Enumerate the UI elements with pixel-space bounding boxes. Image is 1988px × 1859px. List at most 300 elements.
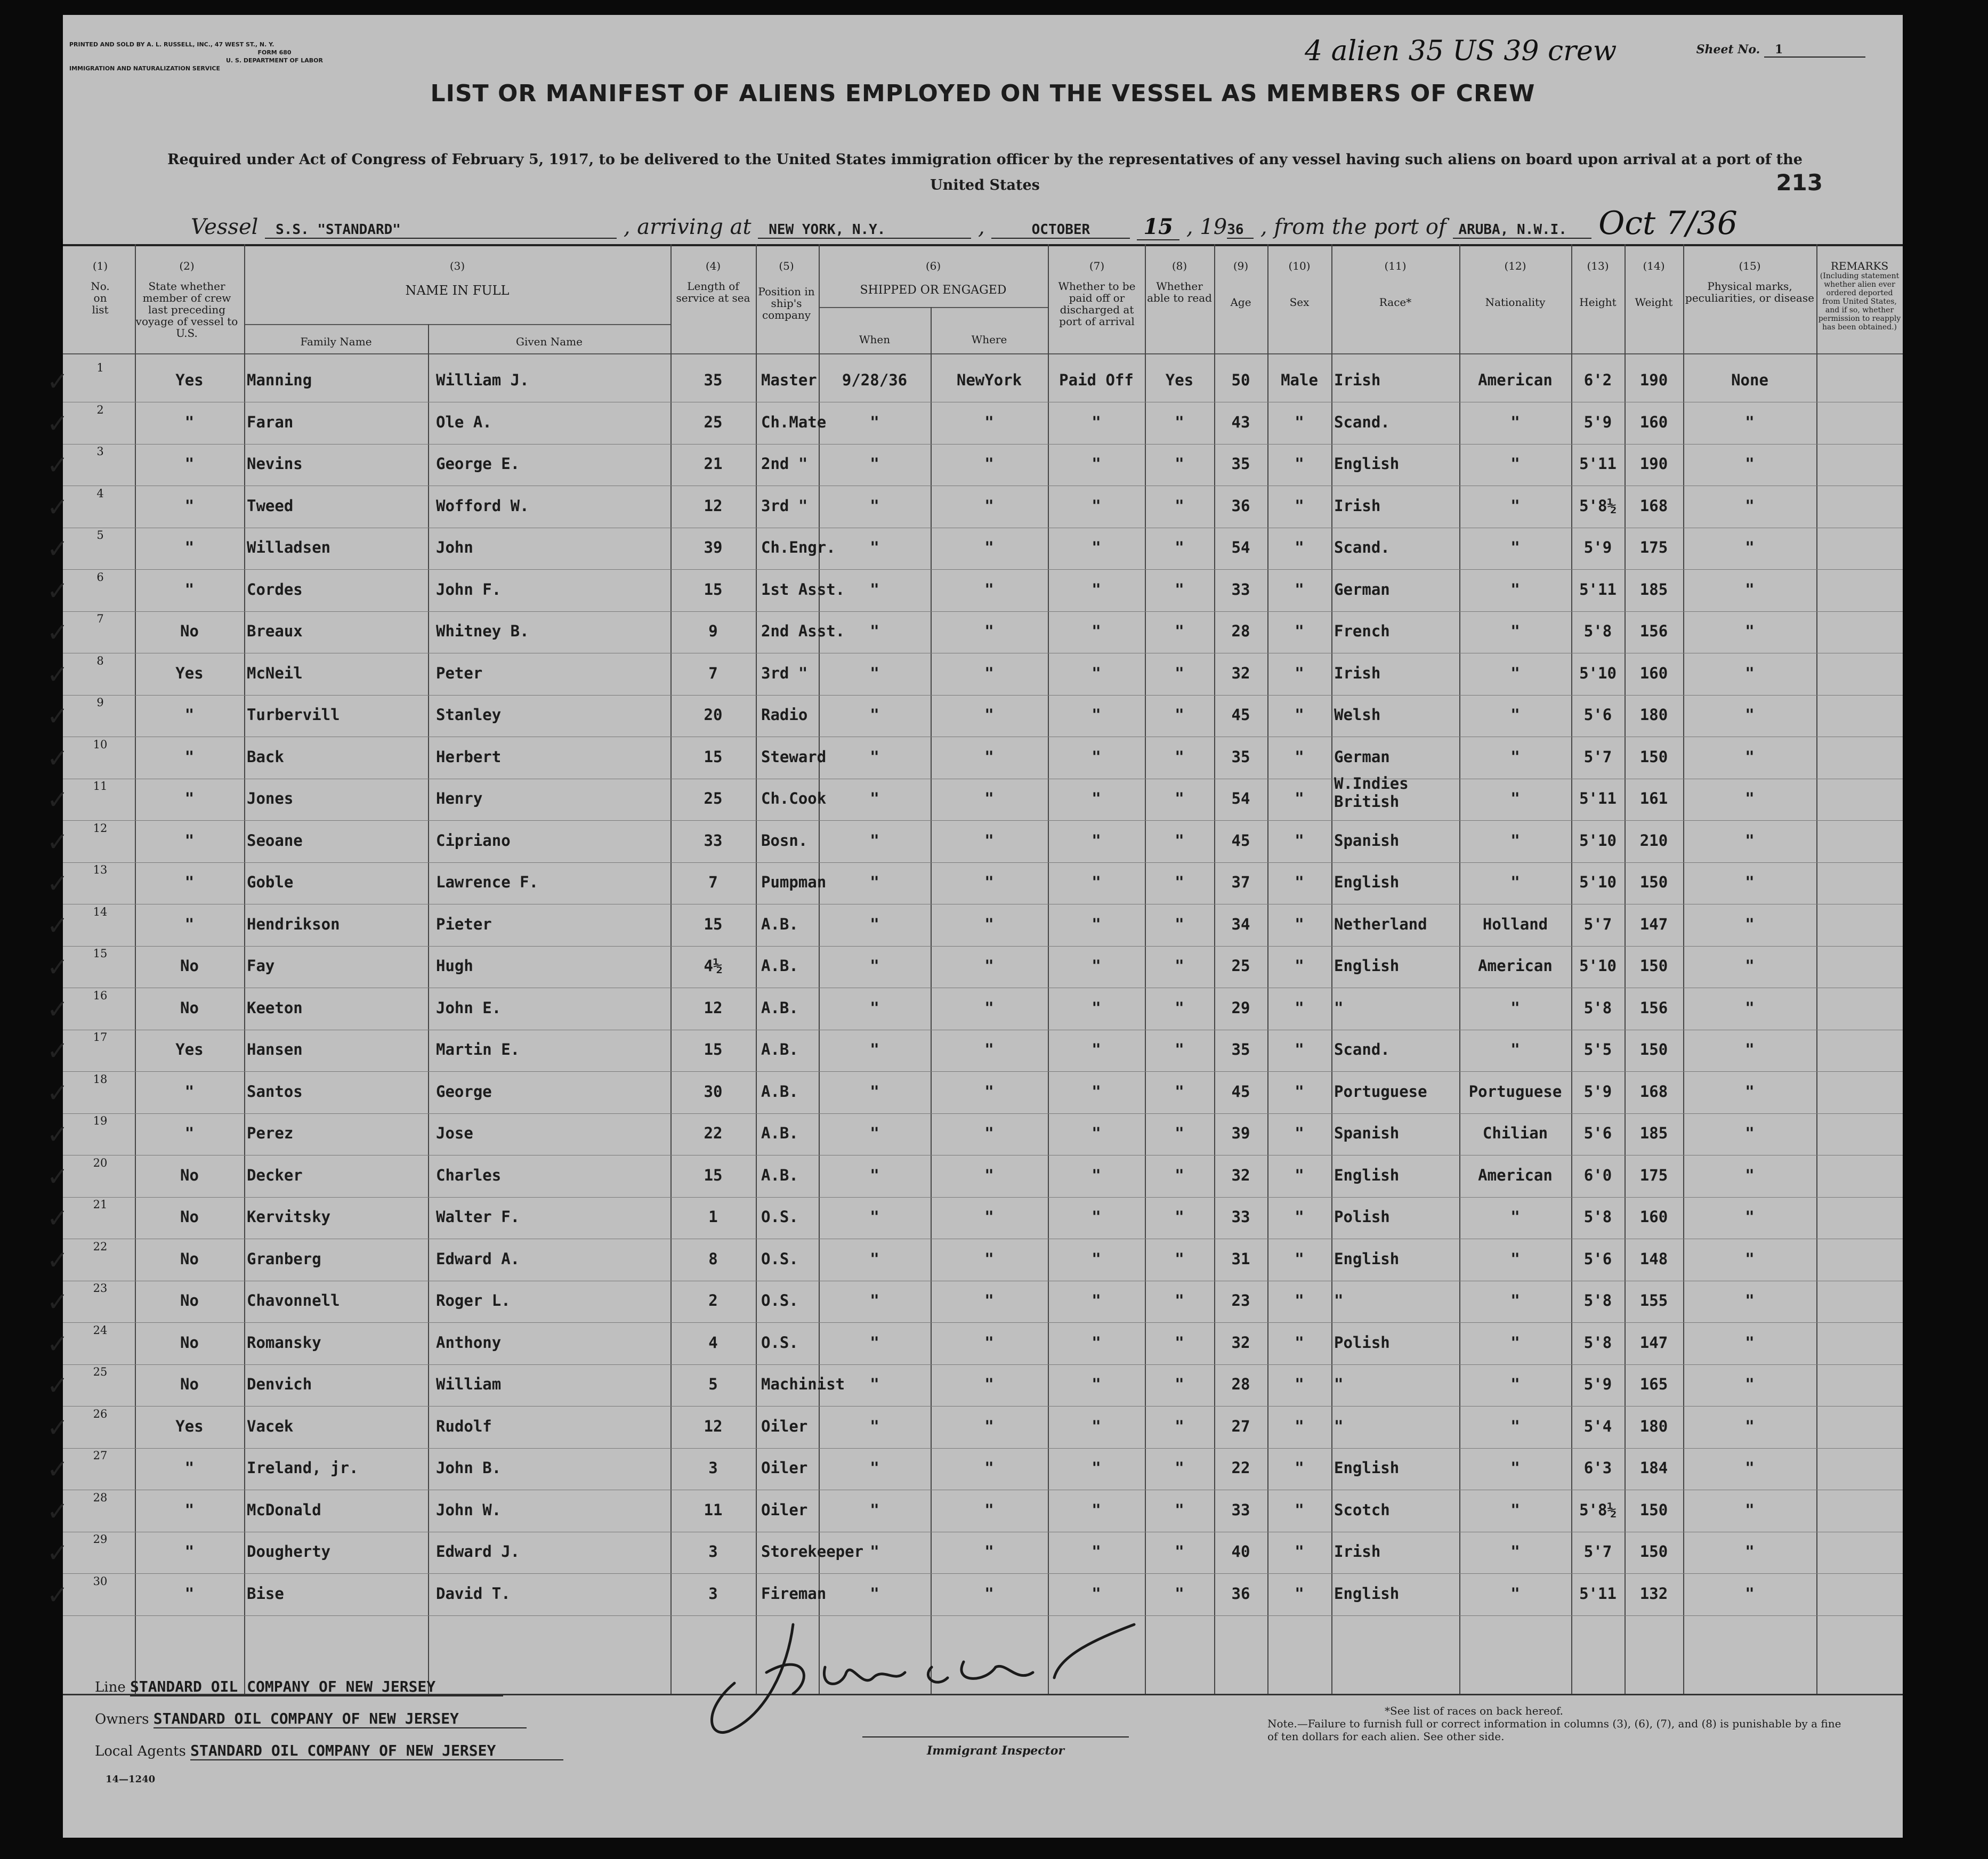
shipped-when-cell: " bbox=[870, 747, 879, 766]
sex-cell: " bbox=[1295, 957, 1304, 975]
weight-cell: 160 bbox=[1639, 413, 1668, 431]
shipped-where-cell: " bbox=[984, 1375, 994, 1393]
form-number: FORM 680 bbox=[257, 49, 292, 56]
nationality-cell: " bbox=[1510, 622, 1520, 640]
position-cell: A.B. bbox=[761, 957, 798, 975]
nationality-cell: " bbox=[1510, 1208, 1520, 1226]
shipped-where-cell: " bbox=[984, 1291, 994, 1310]
col-service-label: Length of service at sea bbox=[676, 280, 750, 304]
weight-cell: 155 bbox=[1639, 1291, 1668, 1310]
weight-cell: 148 bbox=[1639, 1249, 1668, 1268]
nationality-cell: Portuguese bbox=[1468, 1082, 1562, 1101]
age-cell: 35 bbox=[1231, 1040, 1250, 1058]
service-cell: 5 bbox=[708, 1375, 718, 1393]
nationality-cell: American bbox=[1478, 371, 1553, 389]
table-row bbox=[47, 1198, 1903, 1241]
position-cell: Machinist bbox=[761, 1375, 845, 1393]
row-number: 26 bbox=[93, 1407, 108, 1420]
shipped-when-cell: 9/28/36 bbox=[842, 371, 908, 389]
given-name-cell: John bbox=[436, 538, 473, 556]
row-number: 3 bbox=[96, 445, 104, 458]
position-cell: 1st Asst. bbox=[761, 580, 845, 599]
check-mark-icon: ✓ bbox=[47, 450, 69, 480]
sex-cell: " bbox=[1295, 1333, 1304, 1352]
nationality-cell: " bbox=[1510, 831, 1520, 850]
check-mark-icon: ✓ bbox=[47, 1287, 69, 1317]
vessel-name: S.S. "STANDARD" bbox=[265, 222, 617, 239]
check-mark-icon: ✓ bbox=[47, 994, 69, 1024]
table-row bbox=[47, 529, 1903, 571]
given-name-cell: William bbox=[436, 1375, 502, 1393]
family-name-cell: Keeton bbox=[247, 998, 303, 1017]
nationality-cell: " bbox=[1510, 1249, 1520, 1268]
nationality-cell: " bbox=[1510, 1333, 1520, 1352]
race-cell: Scand. bbox=[1334, 538, 1390, 556]
col-age-label: Age bbox=[1230, 296, 1251, 309]
position-cell: Ch.Engr. bbox=[761, 538, 836, 556]
row-number: 12 bbox=[93, 821, 108, 835]
prev-voyage-cell: " bbox=[184, 831, 195, 850]
weight-cell: 150 bbox=[1639, 873, 1668, 891]
family-name-cell: Santos bbox=[247, 1082, 303, 1101]
inspector-signature bbox=[686, 1603, 1187, 1763]
age-cell: 36 bbox=[1231, 1584, 1250, 1603]
sex-cell: " bbox=[1295, 496, 1304, 515]
footer-line-label: Line bbox=[95, 1679, 126, 1695]
physical-marks-cell: " bbox=[1745, 747, 1755, 766]
able-to-read-cell: " bbox=[1175, 1166, 1184, 1184]
race-cell: English bbox=[1334, 1166, 1400, 1184]
shipped-when-cell: " bbox=[870, 622, 879, 640]
row-number: 23 bbox=[93, 1282, 108, 1295]
paid-off-cell: " bbox=[1092, 915, 1101, 933]
age-cell: 34 bbox=[1231, 915, 1250, 933]
weight-cell: 190 bbox=[1639, 455, 1668, 473]
position-cell: Fireman bbox=[761, 1584, 827, 1603]
physical-marks-cell: " bbox=[1745, 957, 1755, 975]
check-mark-icon: ✓ bbox=[47, 1203, 69, 1233]
shipped-where-cell: " bbox=[984, 580, 994, 599]
shipped-subhead-line bbox=[819, 307, 1048, 308]
race-cell: English bbox=[1334, 1249, 1400, 1268]
table-row bbox=[47, 1282, 1903, 1324]
paid-off-cell: " bbox=[1092, 789, 1101, 807]
shipped-when-cell: " bbox=[870, 1417, 879, 1435]
able-to-read-cell: " bbox=[1175, 538, 1184, 556]
weight-cell: 184 bbox=[1639, 1459, 1668, 1477]
position-cell: A.B. bbox=[761, 1040, 798, 1058]
sheet-number bbox=[1696, 43, 1865, 58]
table-row bbox=[47, 1323, 1903, 1367]
shipped-when-cell: " bbox=[870, 1082, 879, 1101]
check-mark-icon: ✓ bbox=[47, 952, 69, 982]
nationality-cell: " bbox=[1510, 789, 1520, 807]
service-cell: 15 bbox=[704, 1040, 723, 1058]
paid-off-cell: " bbox=[1092, 1208, 1101, 1226]
nationality-cell: Holland bbox=[1482, 915, 1548, 933]
race-cell: Polish bbox=[1334, 1208, 1390, 1226]
service-cell: 15 bbox=[704, 1166, 723, 1184]
prev-voyage-cell: " bbox=[184, 747, 195, 766]
printer-line: PRINTED AND SOLD BY A. L. RUSSELL, INC., 47 WEST ST., N. Y. bbox=[69, 41, 274, 48]
sex-cell: " bbox=[1295, 873, 1304, 891]
row-number: 8 bbox=[96, 654, 104, 667]
handwritten-note: 4 alien 35 US 39 crew bbox=[1305, 35, 1617, 67]
table-row bbox=[47, 654, 1903, 697]
prev-voyage-cell: " bbox=[184, 789, 195, 807]
able-to-read-cell: " bbox=[1175, 1500, 1184, 1519]
age-cell: 25 bbox=[1231, 957, 1250, 975]
position-cell: A.B. bbox=[761, 998, 798, 1017]
check-mark-icon: ✓ bbox=[47, 408, 69, 439]
shipped-when-cell: " bbox=[870, 1124, 879, 1142]
position-cell: Master bbox=[761, 371, 817, 389]
prev-voyage-cell: No bbox=[180, 957, 199, 975]
service-cell: 7 bbox=[708, 664, 718, 682]
age-cell: 27 bbox=[1231, 1417, 1250, 1435]
prev-voyage-cell: No bbox=[180, 1249, 199, 1268]
col-shipped-label: SHIPPED OR ENGAGED bbox=[860, 284, 1007, 297]
table-row bbox=[47, 821, 1903, 864]
position-cell: 2nd Asst. bbox=[761, 622, 845, 640]
nationality-cell: " bbox=[1510, 1291, 1520, 1310]
shipped-when-cell: " bbox=[870, 496, 879, 515]
table-row bbox=[47, 1156, 1903, 1199]
position-cell: Oiler bbox=[761, 1500, 808, 1519]
shipped-where-cell: " bbox=[984, 1500, 994, 1519]
sex-cell: " bbox=[1295, 580, 1304, 599]
age-cell: 33 bbox=[1231, 1208, 1250, 1226]
family-name-cell: Tweed bbox=[247, 496, 294, 515]
table-row bbox=[47, 1449, 1903, 1492]
position-cell: A.B. bbox=[761, 915, 798, 933]
physical-marks-cell: " bbox=[1745, 1040, 1755, 1058]
prev-voyage-cell: " bbox=[184, 1584, 195, 1603]
height-cell: 5'10 bbox=[1579, 873, 1617, 891]
prev-voyage-cell: " bbox=[184, 1542, 195, 1561]
department: U. S. DEPARTMENT OF LABOR bbox=[226, 57, 323, 64]
able-to-read-cell: " bbox=[1175, 789, 1184, 807]
age-cell: 32 bbox=[1231, 1333, 1250, 1352]
family-name-cell: Fay bbox=[247, 957, 275, 975]
weight-cell: 165 bbox=[1639, 1375, 1668, 1393]
nationality-cell: " bbox=[1510, 1542, 1520, 1561]
shipped-when-cell: " bbox=[870, 1584, 879, 1603]
paid-off-cell: " bbox=[1092, 1375, 1101, 1393]
position-cell: Steward bbox=[761, 747, 827, 766]
vessel-line: Vessel S.S. "STANDARD" , arriving at NEW YORK, N.Y. , OCTOBER 15 , 1936 , from the port of ARUBA, N.W.I. Oct 7/36 bbox=[191, 205, 1738, 242]
table-row bbox=[47, 403, 1903, 446]
position-cell: Pumpman bbox=[761, 873, 827, 891]
weight-cell: 168 bbox=[1639, 1082, 1668, 1101]
position-cell: Bosn. bbox=[761, 831, 808, 850]
service-cell: 4 bbox=[708, 1333, 718, 1352]
shipped-when-cell: " bbox=[870, 957, 879, 975]
given-name-cell: Edward A. bbox=[436, 1249, 520, 1268]
given-name-cell: Hugh bbox=[436, 957, 473, 975]
shipped-where-cell: " bbox=[984, 1584, 994, 1603]
col-given-label: Given Name bbox=[516, 335, 583, 348]
able-to-read-cell: " bbox=[1175, 1124, 1184, 1142]
table-row bbox=[47, 774, 1903, 822]
able-to-read-cell: " bbox=[1175, 1417, 1184, 1435]
check-mark-icon: ✓ bbox=[47, 1371, 69, 1401]
prev-voyage-cell: " bbox=[184, 496, 195, 515]
age-cell: 45 bbox=[1231, 1082, 1250, 1101]
paid-off-cell: " bbox=[1092, 1333, 1101, 1352]
weight-cell: 175 bbox=[1639, 538, 1668, 556]
check-mark-icon: ✓ bbox=[47, 576, 69, 606]
paid-off-cell: " bbox=[1092, 580, 1101, 599]
prev-voyage-cell: No bbox=[180, 1208, 199, 1226]
table-row bbox=[47, 361, 1903, 404]
weight-cell: 168 bbox=[1639, 496, 1668, 515]
sheet-label: Sheet No. bbox=[1696, 43, 1760, 56]
prev-voyage-cell: No bbox=[180, 998, 199, 1017]
footer-owners-label: Owners bbox=[95, 1711, 149, 1727]
family-name-cell: Decker bbox=[247, 1166, 303, 1184]
weight-cell: 180 bbox=[1639, 1417, 1668, 1435]
prev-voyage-cell: Yes bbox=[175, 1040, 204, 1058]
able-to-read-cell: " bbox=[1175, 622, 1184, 640]
nationality-cell: " bbox=[1510, 873, 1520, 891]
shipped-where-cell: " bbox=[984, 1542, 994, 1561]
race-cell: English bbox=[1334, 873, 1400, 891]
row-number: 27 bbox=[93, 1449, 108, 1462]
family-name-cell: Goble bbox=[247, 873, 294, 891]
able-to-read-cell: " bbox=[1175, 1249, 1184, 1268]
row-number: 9 bbox=[96, 696, 104, 709]
nationality-cell: " bbox=[1510, 455, 1520, 473]
race-cell: " bbox=[1334, 1291, 1344, 1310]
shipped-where-cell: " bbox=[984, 1040, 994, 1058]
height-cell: 5'8 bbox=[1583, 1208, 1612, 1226]
service-cell: 2 bbox=[708, 1291, 718, 1310]
col-position-label: Position in ship's company bbox=[758, 285, 815, 321]
col-sex-label: Sex bbox=[1289, 296, 1310, 309]
given-name-cell: Pieter bbox=[436, 915, 492, 933]
given-name-cell: Jose bbox=[436, 1124, 473, 1142]
name-subhead-line bbox=[244, 324, 670, 325]
check-mark-icon: ✓ bbox=[47, 367, 69, 397]
service-cell: 22 bbox=[704, 1124, 723, 1142]
weight-cell: 147 bbox=[1639, 1333, 1668, 1352]
physical-marks-cell: " bbox=[1745, 538, 1755, 556]
position-cell: O.S. bbox=[761, 1291, 798, 1310]
family-name-cell: Back bbox=[247, 747, 284, 766]
col-paidoff-label: Whether to be paid off or discharged at port of arrival bbox=[1058, 280, 1136, 328]
shipped-when-cell: " bbox=[870, 1040, 879, 1058]
nationality-cell: American bbox=[1478, 1166, 1553, 1184]
from-port: ARUBA, N.W.I. bbox=[1453, 222, 1591, 239]
able-to-read-cell: " bbox=[1175, 1542, 1184, 1561]
height-cell: 5'8½ bbox=[1579, 496, 1617, 515]
age-cell: 54 bbox=[1231, 538, 1250, 556]
shipped-when-cell: " bbox=[870, 455, 879, 473]
race-cell: " bbox=[1334, 1417, 1344, 1435]
sex-cell: " bbox=[1295, 413, 1304, 431]
height-cell: 5'8 bbox=[1583, 998, 1612, 1017]
weight-cell: 160 bbox=[1639, 1208, 1668, 1226]
col-prev-voyage-label: State whether member of crew last preceding voyage of vessel to U.S. bbox=[135, 280, 238, 340]
given-name-cell: Herbert bbox=[436, 747, 502, 766]
able-to-read-cell: " bbox=[1175, 1459, 1184, 1477]
race-cell: Spanish bbox=[1334, 831, 1400, 850]
shipped-where-cell: " bbox=[984, 706, 994, 724]
shipped-when-cell: " bbox=[870, 1249, 879, 1268]
table-row bbox=[47, 947, 1903, 990]
shipped-where-cell: " bbox=[984, 1208, 994, 1226]
check-mark-icon: ✓ bbox=[47, 1161, 69, 1192]
given-name-cell: David T. bbox=[436, 1584, 511, 1603]
family-name-cell: Granberg bbox=[247, 1249, 321, 1268]
height-cell: 5'10 bbox=[1579, 957, 1617, 975]
family-name-cell: Kervitsky bbox=[247, 1208, 331, 1226]
paid-off-cell: " bbox=[1092, 998, 1101, 1017]
given-name-cell: Whitney B. bbox=[436, 622, 529, 640]
check-mark-icon: ✓ bbox=[47, 1412, 69, 1443]
able-to-read-cell: " bbox=[1175, 831, 1184, 850]
height-cell: 5'11 bbox=[1579, 1584, 1617, 1603]
nationality-cell: " bbox=[1510, 1417, 1520, 1435]
age-cell: 33 bbox=[1231, 1500, 1250, 1519]
inspector-label: Immigrant Inspector bbox=[926, 1744, 1065, 1758]
sheet-value: 1 bbox=[1764, 43, 1865, 58]
col-when-label: When bbox=[859, 333, 891, 346]
paid-off-cell: " bbox=[1092, 1584, 1101, 1603]
age-cell: 32 bbox=[1231, 1166, 1250, 1184]
service-cell: 1 bbox=[708, 1208, 718, 1226]
prev-voyage-cell: Yes bbox=[175, 371, 204, 389]
check-mark-icon: ✓ bbox=[47, 1580, 69, 1610]
able-to-read-cell: " bbox=[1175, 1375, 1184, 1393]
family-name-cell: Dougherty bbox=[247, 1542, 331, 1561]
shipped-when-cell: " bbox=[870, 1166, 879, 1184]
nationality-cell: " bbox=[1510, 413, 1520, 431]
given-name-cell: Martin E. bbox=[436, 1040, 520, 1058]
race-cell: English bbox=[1334, 1584, 1400, 1603]
service-cell: 15 bbox=[704, 580, 723, 599]
check-mark-icon: ✓ bbox=[47, 869, 69, 899]
weight-cell: 180 bbox=[1639, 706, 1668, 724]
race-cell: " bbox=[1334, 998, 1344, 1017]
footer-agents-label: Local Agents bbox=[95, 1743, 186, 1759]
service-cell: 3 bbox=[708, 1584, 718, 1603]
prev-voyage-cell: " bbox=[184, 915, 195, 933]
height-cell: 5'10 bbox=[1579, 831, 1617, 850]
row-number: 20 bbox=[93, 1156, 108, 1169]
age-cell: 31 bbox=[1231, 1249, 1250, 1268]
sex-cell: " bbox=[1295, 747, 1304, 766]
sex-cell: " bbox=[1295, 1417, 1304, 1435]
race-cell: Portuguese bbox=[1334, 1082, 1427, 1101]
nationality-cell: " bbox=[1510, 580, 1520, 599]
height-cell: 6'3 bbox=[1583, 1459, 1612, 1477]
height-cell: 5'11 bbox=[1579, 455, 1617, 473]
weight-cell: 185 bbox=[1639, 1124, 1668, 1142]
race-cell: Irish bbox=[1334, 1542, 1381, 1561]
physical-marks-cell: " bbox=[1745, 1208, 1755, 1226]
paid-off-cell: " bbox=[1092, 1249, 1101, 1268]
service-cell: 33 bbox=[704, 831, 723, 850]
able-to-read-cell: " bbox=[1175, 957, 1184, 975]
table-row bbox=[47, 1240, 1903, 1283]
sex-cell: " bbox=[1295, 1040, 1304, 1058]
race-cell: English bbox=[1334, 455, 1400, 473]
footer-agents bbox=[95, 1742, 563, 1760]
check-mark-icon: ✓ bbox=[47, 785, 69, 815]
paid-off-cell: " bbox=[1092, 664, 1101, 682]
position-cell: 3rd " bbox=[761, 496, 808, 515]
prev-voyage-cell: " bbox=[184, 538, 195, 556]
service-cell: 9 bbox=[708, 622, 718, 640]
race-cell: French bbox=[1334, 622, 1390, 640]
race-cell: Welsh bbox=[1334, 706, 1381, 724]
race-cell: English bbox=[1334, 1459, 1400, 1477]
height-cell: 5'6 bbox=[1583, 706, 1612, 724]
weight-cell: 185 bbox=[1639, 580, 1668, 599]
row-number: 2 bbox=[96, 403, 104, 416]
family-name-cell: Willadsen bbox=[247, 538, 331, 556]
sex-cell: Male bbox=[1281, 371, 1318, 389]
check-mark-icon: ✓ bbox=[47, 1538, 69, 1568]
shipped-where-cell: " bbox=[984, 496, 994, 515]
position-cell: Radio bbox=[761, 706, 808, 724]
service-cell: 15 bbox=[704, 915, 723, 933]
shipped-when-cell: " bbox=[870, 831, 879, 850]
shipped-where-cell: " bbox=[984, 1124, 994, 1142]
paid-off-cell: " bbox=[1092, 1500, 1101, 1519]
given-name-cell: Roger L. bbox=[436, 1291, 511, 1310]
physical-marks-cell: " bbox=[1745, 413, 1755, 431]
race-cell: " bbox=[1334, 1375, 1344, 1393]
shipped-where-cell: " bbox=[984, 1459, 994, 1477]
family-name-cell: Ireland, jr. bbox=[247, 1459, 359, 1477]
row-number: 29 bbox=[93, 1533, 108, 1546]
age-cell: 37 bbox=[1231, 873, 1250, 891]
given-name-cell: Rudolf bbox=[436, 1417, 492, 1435]
height-cell: 5'9 bbox=[1583, 538, 1612, 556]
height-cell: 5'11 bbox=[1579, 580, 1617, 599]
paid-off-cell: " bbox=[1092, 622, 1101, 640]
paid-off-cell: " bbox=[1092, 1166, 1101, 1184]
race-cell: Scand. bbox=[1334, 1040, 1390, 1058]
col-remarks-label: REMARKS bbox=[1830, 260, 1889, 272]
height-cell: 5'8 bbox=[1583, 1333, 1612, 1352]
family-name-cell: Romansky bbox=[247, 1333, 321, 1352]
col-name-label: NAME IN FULL bbox=[405, 283, 510, 298]
paid-off-cell: " bbox=[1092, 747, 1101, 766]
sex-cell: " bbox=[1295, 1124, 1304, 1142]
from-label: , from the port of bbox=[1260, 215, 1446, 239]
height-cell: 5'6 bbox=[1583, 1249, 1612, 1268]
nationality-cell: " bbox=[1510, 1584, 1520, 1603]
height-cell: 6'0 bbox=[1583, 1166, 1612, 1184]
position-cell: O.S. bbox=[761, 1208, 798, 1226]
row-number: 15 bbox=[93, 947, 108, 960]
shipped-where-cell: " bbox=[984, 1166, 994, 1184]
physical-marks-cell: " bbox=[1745, 664, 1755, 682]
age-cell: 29 bbox=[1231, 998, 1250, 1017]
age-cell: 39 bbox=[1231, 1124, 1250, 1142]
shipped-where-cell: " bbox=[984, 538, 994, 556]
physical-marks-cell: " bbox=[1745, 1375, 1755, 1393]
sex-cell: " bbox=[1295, 706, 1304, 724]
check-mark-icon: ✓ bbox=[47, 1120, 69, 1150]
row-number: 11 bbox=[93, 780, 108, 793]
shipped-where-cell: " bbox=[984, 1082, 994, 1101]
service-cell: 3 bbox=[708, 1542, 718, 1561]
